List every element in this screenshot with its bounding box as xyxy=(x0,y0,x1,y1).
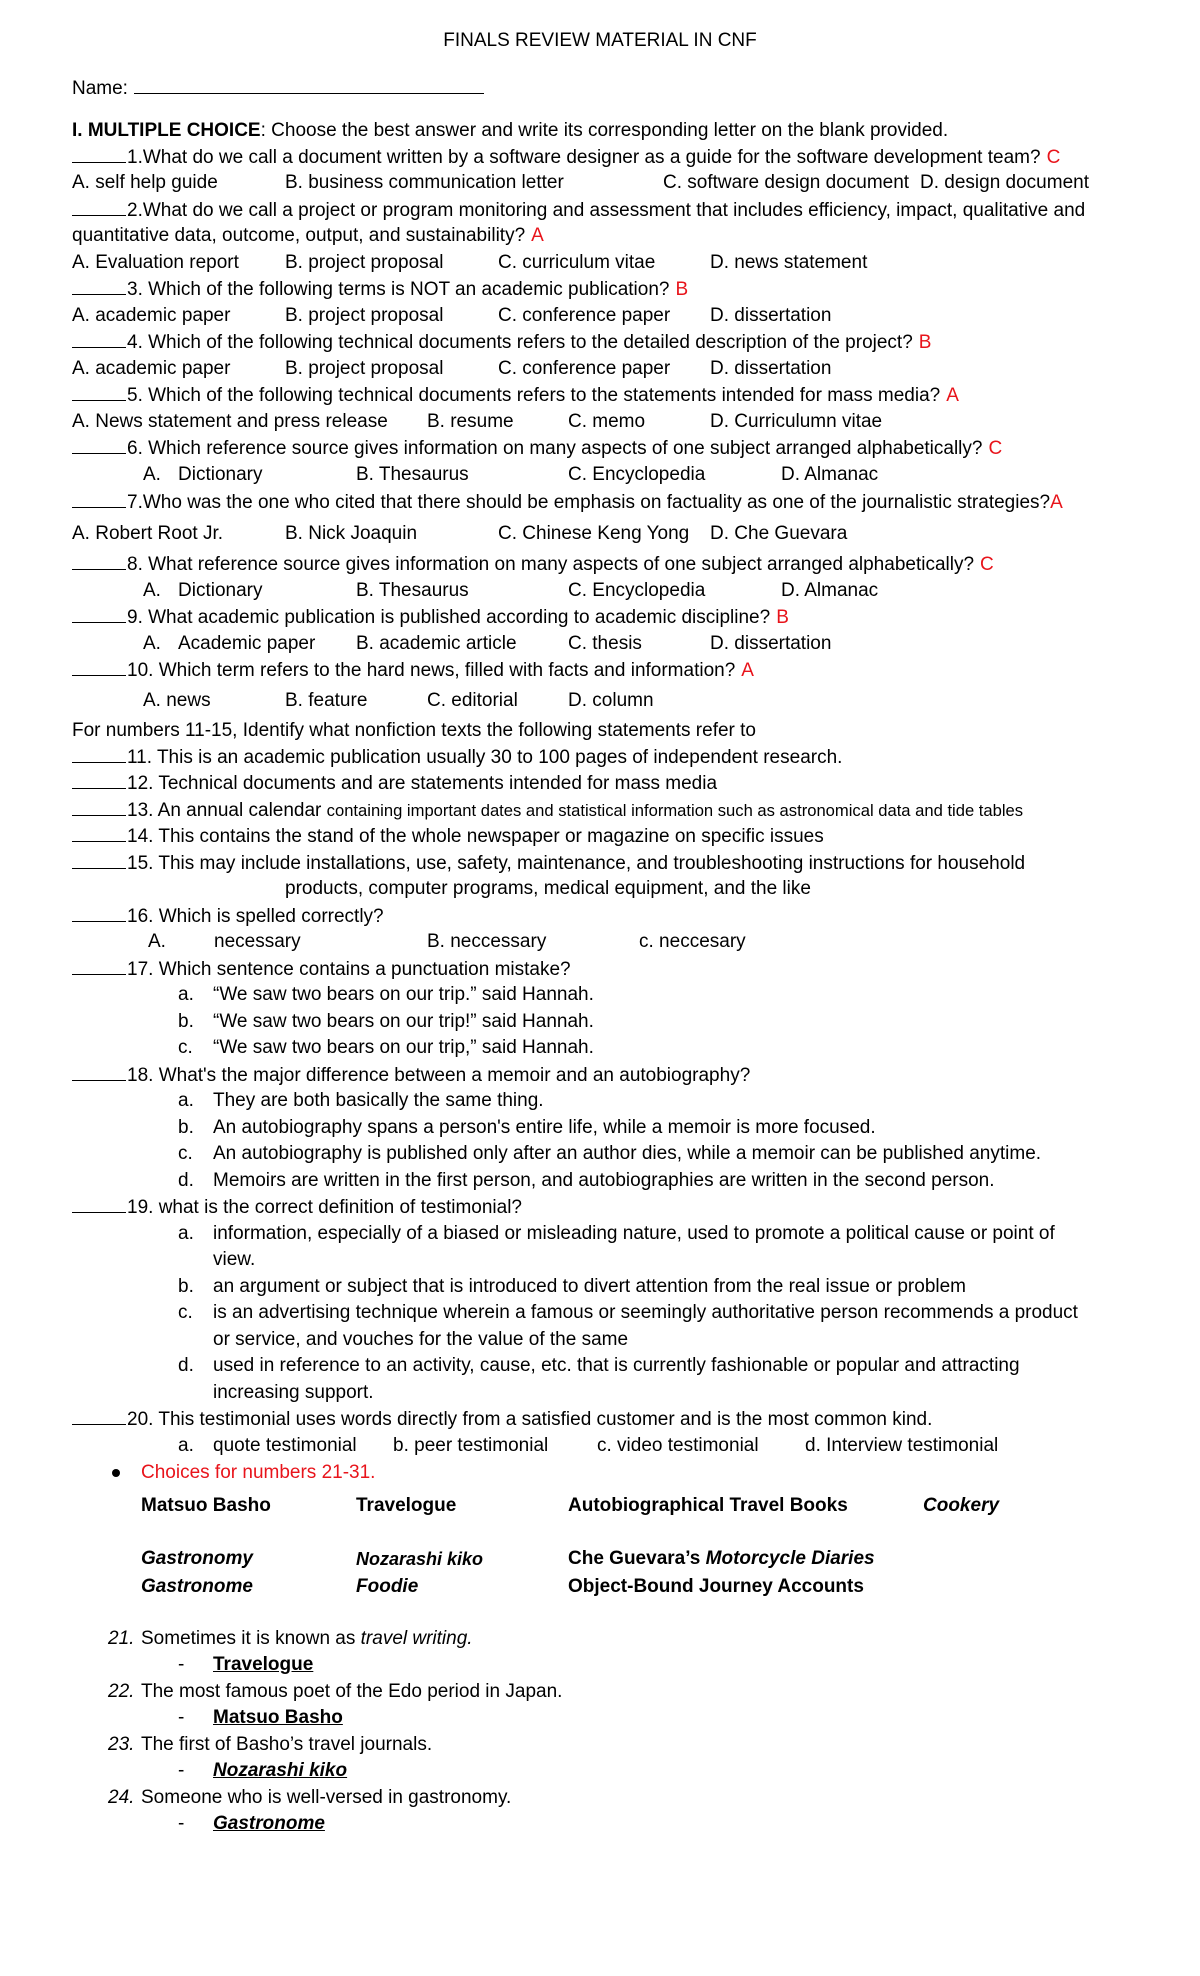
choice-text-cont: or service, and vouches for the value of the same xyxy=(213,1329,629,1350)
choice-text: “We saw two bears on our trip.” said Hannah. xyxy=(213,984,594,1005)
choice-a: A. News statement and press release xyxy=(72,411,388,432)
answer-blank[interactable] xyxy=(72,384,126,401)
section-instruction xyxy=(72,120,948,142)
choice-text: Memoirs are written in the first person, and autobiographies are written in the second person. xyxy=(213,1170,995,1191)
question-text: 14. This contains the stand of the whole newspaper or magazine on specific issues xyxy=(127,826,824,847)
choice-term: Autobiographical Travel Books xyxy=(568,1495,848,1516)
choice-text: An autobiography spans a person's entire life, while a memoir is more focused. xyxy=(213,1117,876,1138)
answer-key: B xyxy=(675,279,689,300)
choice-c: C. conference paper xyxy=(498,358,671,379)
choice-a-letter: A. xyxy=(143,633,161,654)
question-4 xyxy=(72,331,931,354)
choice-term xyxy=(568,1548,875,1570)
item-answer: Nozarashi kiko xyxy=(213,1760,348,1781)
item-answer: Matsuo Basho xyxy=(213,1707,343,1728)
answer-blank[interactable] xyxy=(72,199,126,216)
choice-c: C. editorial xyxy=(427,690,518,711)
question-18 xyxy=(72,1064,750,1087)
question-16 xyxy=(72,905,384,928)
choices-label: Choices for numbers 21-31. xyxy=(141,1462,376,1483)
choice-c: C. software design document xyxy=(663,172,910,193)
question-3 xyxy=(72,278,688,301)
item-answer: Travelogue xyxy=(213,1654,314,1675)
choice-a-letter: a. xyxy=(178,1435,194,1456)
question-text: 13. An annual calendar xyxy=(127,800,327,821)
answer-blank[interactable] xyxy=(72,491,126,508)
question-text: 8. What reference source gives information on many aspects of one subject arranged alphabetically? xyxy=(127,554,975,575)
question-text: 6. Which reference source gives information on many aspects of one subject arranged alphabetically? xyxy=(127,438,983,459)
question-text: 1.What do we call a document written by a software designer as a guide for the software development team? xyxy=(127,147,1041,168)
answer-blank[interactable] xyxy=(72,553,126,570)
choice-letter: d. xyxy=(178,1170,194,1191)
answer-key: C xyxy=(988,438,1003,459)
question-8 xyxy=(72,553,994,576)
choice-b: B. project proposal xyxy=(285,358,444,379)
choice-text-cont: view. xyxy=(213,1249,256,1270)
name-blank-line[interactable] xyxy=(134,77,484,94)
answer-key: C xyxy=(980,554,994,575)
answer-blank[interactable] xyxy=(72,746,126,763)
choice-c: C. memo xyxy=(568,411,646,432)
choice-d: D. dissertation xyxy=(710,633,832,654)
choice-a-letter: A. xyxy=(148,931,166,952)
dash: - xyxy=(178,1813,185,1834)
choice-d: D. dissertation xyxy=(710,305,832,326)
question-text: 20. This testimonial uses words directly from a satisfied customer and is the most common kind. xyxy=(127,1409,933,1430)
choice-term: Gastronomy xyxy=(141,1548,253,1569)
item-text: The most famous poet of the Edo period in Japan. xyxy=(141,1681,563,1702)
answer-blank[interactable] xyxy=(72,1408,126,1425)
choice-b: B. feature xyxy=(285,690,368,711)
choice-text: They are both basically the same thing. xyxy=(213,1090,544,1111)
choice-term: Gastronome xyxy=(141,1576,253,1597)
question-text: 11. This is an academic publication usually 30 to 100 pages of independent research. xyxy=(127,747,843,768)
choice-letter: b. xyxy=(178,1117,194,1138)
choice-letter: a. xyxy=(178,984,194,1005)
choice-term-part: Che Guevara’s xyxy=(568,1548,706,1569)
choice-text: an argument or subject that is introduced to divert attention from the real issue or problem xyxy=(213,1276,967,1297)
dash: - xyxy=(178,1760,185,1781)
question-text: 4. Which of the following technical documents refers to the detailed description of the project? xyxy=(127,332,913,353)
answer-blank[interactable] xyxy=(72,606,126,623)
choice-term: Nozarashi kiko xyxy=(356,1549,484,1569)
question-text: 10. Which term refers to the hard news, filled with facts and information? xyxy=(127,660,736,681)
item-number: 24. xyxy=(108,1787,135,1808)
item-number: 23. xyxy=(108,1734,135,1755)
choice-b: B. Thesaurus xyxy=(356,464,469,485)
question-text-small: containing important dates and statistical information such as astronomical data and tide tables xyxy=(326,801,1024,820)
answer-blank[interactable] xyxy=(72,905,126,922)
question-text: 7.Who was the one who cited that there should be emphasis on factuality as one of the journalistic strategies? xyxy=(127,492,1051,513)
choice-d: D. Che Guevara xyxy=(710,523,848,544)
question-text: 17. Which sentence contains a punctuation mistake? xyxy=(127,959,571,980)
choice-a: Dictionary xyxy=(178,580,263,601)
question-1 xyxy=(72,146,1060,169)
choice-c: c. video testimonial xyxy=(597,1435,759,1456)
question-2 xyxy=(72,199,1085,222)
question-text: 18. What's the major difference between a memoir and an autobiography? xyxy=(127,1065,751,1086)
question-20 xyxy=(72,1408,932,1431)
choice-d: D. Almanac xyxy=(781,464,879,485)
name-field[interactable] xyxy=(72,77,484,100)
answer-blank[interactable] xyxy=(72,278,126,295)
question-text: 19. what is the correct definition of testimonial? xyxy=(127,1197,522,1218)
question-text: 16. Which is spelled correctly? xyxy=(127,906,384,927)
choice-c: C. thesis xyxy=(568,633,642,654)
choice-a: Dictionary xyxy=(178,464,263,485)
question-text: 15. This may include installations, use, safety, maintenance, and troubleshooting instructions for household xyxy=(127,853,1026,874)
choice-d: d. Interview testimonial xyxy=(805,1435,999,1456)
item-text: Someone who is well-versed in gastronomy. xyxy=(141,1787,512,1808)
bullet-icon xyxy=(112,1469,120,1477)
choice-c: c. neccesary xyxy=(639,931,746,952)
choice-letter: b. xyxy=(178,1011,194,1032)
answer-blank[interactable] xyxy=(72,437,126,454)
choice-text: “We saw two bears on our trip!” said Hannah. xyxy=(213,1011,594,1032)
choice-d: D. dissertation xyxy=(710,358,832,379)
choice-letter: a. xyxy=(178,1223,194,1244)
item-number: 22. xyxy=(108,1681,135,1702)
answer-key: B xyxy=(776,607,789,628)
question-13 xyxy=(72,799,1023,822)
answer-blank[interactable] xyxy=(72,852,126,869)
choice-text: An autobiography is published only after an author dies, while a memoir can be published anytime. xyxy=(213,1143,1042,1164)
choice-b: B. business communication letter xyxy=(285,172,564,193)
question-10 xyxy=(72,659,754,682)
choice-a: A. Evaluation report xyxy=(72,252,239,273)
item-text-part: Sometimes it is known as xyxy=(141,1628,361,1649)
choice-c: C. Encyclopedia xyxy=(568,580,706,601)
choice-b: b. peer testimonial xyxy=(393,1435,549,1456)
question-15-cont: products, computer programs, medical equipment, and the like xyxy=(285,878,811,899)
choice-b: B. Thesaurus xyxy=(356,580,469,601)
answer-blank[interactable] xyxy=(72,1196,126,1213)
question-5 xyxy=(72,384,959,407)
choice-c: C. curriculum vitae xyxy=(498,252,656,273)
choice-a: A. self help guide xyxy=(72,172,218,193)
answer-blank[interactable] xyxy=(72,799,126,816)
item-answer: Gastronome xyxy=(213,1813,325,1834)
choice-a: quote testimonial xyxy=(213,1435,357,1456)
answer-blank[interactable] xyxy=(72,331,126,348)
question-9 xyxy=(72,606,789,629)
choice-c: C. Chinese Keng Yong xyxy=(498,523,690,544)
choice-term: Matsuo Basho xyxy=(141,1495,271,1516)
choice-text: “We saw two bears on our trip,” said Hannah. xyxy=(213,1037,594,1058)
choice-d: D. news statement xyxy=(710,252,868,273)
choice-b: B. project proposal xyxy=(285,305,444,326)
choice-a: A. academic paper xyxy=(72,358,231,379)
choice-term: Foodie xyxy=(356,1576,419,1597)
choice-text: used in reference to an activity, cause, etc. that is currently fashionable or popular and attracting xyxy=(213,1355,1020,1376)
choice-b: B. Nick Joaquin xyxy=(285,523,418,544)
question-text: 3. Which of the following terms is NOT an academic publication? xyxy=(127,279,670,300)
item-text: The first of Basho’s travel journals. xyxy=(141,1734,433,1755)
choice-letter: d. xyxy=(178,1355,194,1376)
question-text: 2.What do we call a project or program monitoring and assessment that includes efficiency, impact, qualitative and xyxy=(127,200,1086,221)
choice-c: C. Encyclopedia xyxy=(568,464,706,485)
name-label: Name: xyxy=(72,78,128,99)
choice-b: B. academic article xyxy=(356,633,517,654)
question-19 xyxy=(72,1196,522,1219)
answer-key: A xyxy=(946,385,959,406)
section-instruction-text: : Choose the best answer and write its corresponding letter on the blank provided. xyxy=(260,120,949,141)
choice-term: Object-Bound Journey Accounts xyxy=(568,1576,864,1597)
question-text: 9. What academic publication is published according to academic discipline? xyxy=(127,607,771,628)
choice-b: B. project proposal xyxy=(285,252,444,273)
question-7 xyxy=(72,491,1063,514)
answer-blank[interactable] xyxy=(72,146,126,163)
choice-text: is an advertising technique wherein a famous or seemingly authoritative person recommends a product xyxy=(213,1302,1078,1323)
choice-a: A. Robert Root Jr. xyxy=(72,523,224,544)
item-number: 21. xyxy=(108,1628,135,1649)
question-14 xyxy=(72,825,824,848)
document-title: FINALS REVIEW MATERIAL IN CNF xyxy=(443,30,757,51)
question-6 xyxy=(72,437,1002,460)
choice-letter: a. xyxy=(178,1090,194,1111)
dash: - xyxy=(178,1654,185,1675)
answer-key: C xyxy=(1046,147,1061,168)
choice-letter: c. xyxy=(178,1037,193,1058)
choice-text: information, especially of a biased or misleading nature, used to promote a political cause or point of xyxy=(213,1223,1055,1244)
question-12 xyxy=(72,772,717,795)
choice-d: D. column xyxy=(568,690,654,711)
answer-blank[interactable] xyxy=(72,659,126,676)
answer-key: A xyxy=(531,225,544,246)
question-17 xyxy=(72,958,571,981)
question-text: quantitative data, outcome, output, and sustainability? xyxy=(72,225,526,246)
choice-a-letter: A. xyxy=(143,580,161,601)
choice-d: D. design document xyxy=(920,172,1089,193)
question-15 xyxy=(72,852,1025,875)
choice-d: D. Almanac xyxy=(781,580,879,601)
choice-letter: b. xyxy=(178,1276,194,1297)
question-11 xyxy=(72,746,842,769)
question-text: 5. Which of the following technical documents refers to the statements intended for mass media? xyxy=(127,385,941,406)
choice-b: B. resume xyxy=(427,411,514,432)
section-heading: I. MULTIPLE CHOICE xyxy=(72,120,261,141)
choice-text-cont: increasing support. xyxy=(213,1382,374,1403)
answer-key: B xyxy=(918,332,932,353)
answer-blank[interactable] xyxy=(72,825,126,842)
item-text xyxy=(141,1628,473,1650)
answer-blank[interactable] xyxy=(72,1064,126,1081)
answer-blank[interactable] xyxy=(72,772,126,789)
choice-a: A. academic paper xyxy=(72,305,231,326)
nonfiction-instruction: For numbers 11-15, Identify what nonfiction texts the following statements refer to xyxy=(72,720,756,741)
choice-term: Travelogue xyxy=(356,1495,457,1516)
choice-letter: c. xyxy=(178,1302,193,1323)
choice-a: Academic paper xyxy=(178,633,316,654)
choice-d: D. Curriculumn vitae xyxy=(710,411,883,432)
choice-a: A. news xyxy=(143,690,211,711)
question-text: 12. Technical documents and are statements intended for mass media xyxy=(127,773,718,794)
choice-a-letter: A. xyxy=(143,464,161,485)
question-2-cont xyxy=(72,225,544,247)
choice-a: necessary xyxy=(214,931,301,952)
answer-key: A xyxy=(1050,492,1063,513)
choice-term: Cookery xyxy=(923,1495,1000,1516)
choice-c: C. conference paper xyxy=(498,305,671,326)
dash: - xyxy=(178,1707,185,1728)
choice-b: B. neccessary xyxy=(427,931,547,952)
answer-key: A xyxy=(741,660,754,681)
choice-letter: c. xyxy=(178,1143,193,1164)
answer-blank[interactable] xyxy=(72,958,126,975)
choice-term-part: Motorcycle Diaries xyxy=(705,1548,875,1569)
item-text-part: travel writing. xyxy=(360,1628,473,1649)
